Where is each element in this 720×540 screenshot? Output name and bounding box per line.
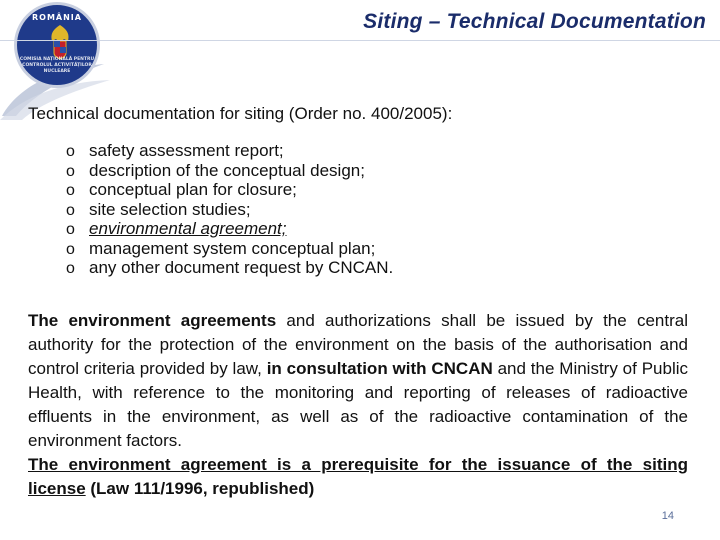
list-item [66,161,393,181]
list-item [66,180,393,200]
list-item-text: conceptual plan for closure; [89,180,297,199]
bullet-icon: o [66,182,75,199]
list-item-text: management system conceptual plan; [89,238,376,258]
list-item-text: site selection studies; [89,199,251,219]
body-paragraph [28,309,688,501]
bullet-icon: o [66,221,75,238]
paragraph-bold-consultation: in consultation with CNCAN [266,359,493,378]
paragraph-bold-lead: The environment agreements [28,311,277,330]
intro-heading: Technical documentation for siting (Order no. 400/2005): [28,104,453,123]
organization-logo [0,0,112,120]
prerequisite-statement: The environment agreement is a prerequisite for the issuance of the siting license [28,455,688,498]
coat-of-arms-icon [48,23,72,61]
logo-seal [14,2,100,88]
bullet-icon: o [66,162,75,180]
logo-top-text: ROMÂNIA [32,13,82,22]
law-reference: (Law 111/1996, republished) [85,479,315,498]
list-item-text-link[interactable]: environmental agreement; [89,219,287,238]
list-item [66,141,393,161]
bullet-icon: o [66,260,75,277]
paragraph-text: and authorizations shall be issued by the central authority for the protection of the environment on the basis of the authorisation and control criteria provided by law, [28,311,688,378]
list-item [66,200,393,220]
list-item-text: any other document request by CNCAN. [89,258,394,277]
bullet-icon: o [66,240,75,258]
page-title: Siting – Technical Documentation [363,10,706,33]
logo-ring-text: COMISIA NAȚIONALĂ PENTRU CONTROLUL ACTIVITĂȚILOR NUCLEARE [19,57,95,74]
page-number: 14 [661,510,674,522]
list-item-text: safety assessment report; [89,141,284,160]
list-item [66,239,393,259]
list-item [66,219,393,239]
title-divider [0,40,720,41]
list-item [66,258,393,278]
paragraph-text-continued: and the Ministry of Public Health, with reference to the monitoring and reporting of releases of radioactive effluents in the environment, as well as of the radioactive contamination of the environment factors. [28,359,688,450]
list-item-text: description of the conceptual design; [89,160,365,180]
bullet-icon: o [66,201,75,219]
bullet-icon: o [66,143,75,160]
document-list [66,141,393,278]
